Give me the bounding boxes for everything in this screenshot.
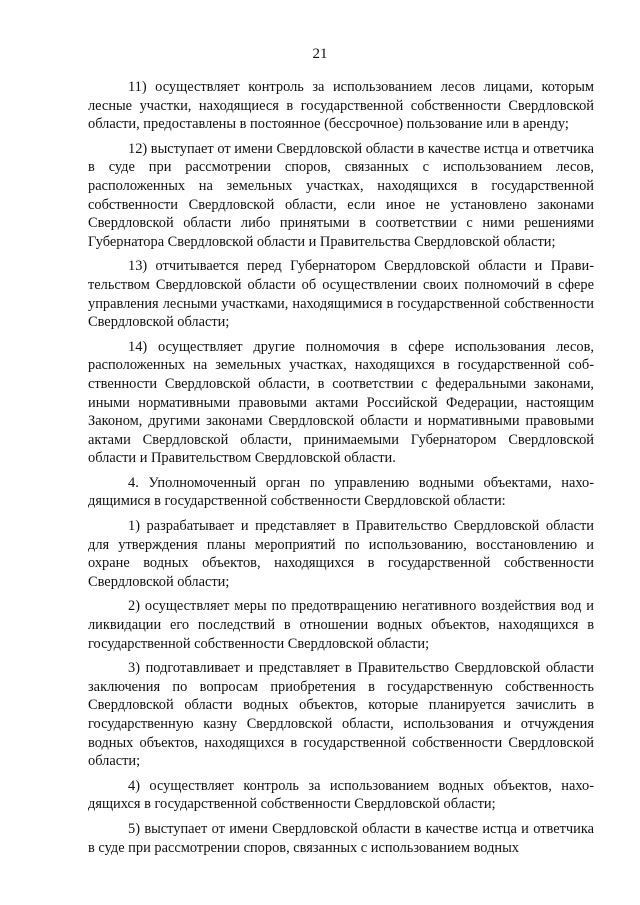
paragraph-item-11: 11) осуществляет контроль за использованием лесов лицами, которым лесные участки, находящиеся в государственной собственности Свердловской области, предоставлены в постоянное (бессрочное) пользование или в аренду; [88,79,594,133]
paragraph-item-12: 12) выступает от имени Свердловской области в качестве истца и ответчика в суде при рассмотрении споров, связанных с использованием лесов, расположенных на земельных участках, находящихся в государственной собственности Свердловской области, если иное не установлено законами Свердловской области либо принятыми в соответствии с ними решениями Губернатора Свердловской области и Правительства Свердловской области; [88,140,594,250]
paragraph-item-13: 13) отчитывается перед Губернатором Свердловской области и Правительством Свердловской области об осуществлении своих полномочий в сфере управления лесными участками, находящимися в государственной собственности Свердловской области; [88,258,594,331]
paragraph-item-14: 14) осуществляет другие полномочия в сфере использования лесов, расположенных на земельных участках, находящихся в государственной собственности Свердловской области, в соответствии с федеральными законами, иными нормативными правовыми актами Российской Федерации, настоящим Законом, другими законами Свердловской области и нормативными правовыми актами Свердловской области, принимаемыми Губернатором Свердловской области и Правительством Свердловской области. [88,338,594,467]
paragraph-item-2: 2) осуществляет меры по предотвращению негативного воздействия вод и ликвидации его последствий в отношении водных объектов, находящихся в государственной собственности Свердловской области; [88,598,594,652]
paragraph-item-5: 5) выступает от имени Свердловской области в качестве истца и ответчика в суде при рассмотрении споров, связанных с использованием водных [88,820,594,856]
paragraph-item-3: 3) подготавливает и представляет в Правительство Свердловской области заключения по вопросам приобретения в государственную собственность Свердловской области водных объектов, которые планируется зачислить в государственную казну Свердловской области, использования и отчуждения водных объектов, находящихся в государственной собственности Свердловской области; [88,660,594,770]
page-number: 21 [312,46,328,62]
document-body [88,78,594,863]
paragraph-item-4: 4) осуществляет контроль за использованием водных объектов, находящихся в государственной собственности Свердловской области; [88,777,594,813]
paragraph-item-1: 1) разрабатывает и представляет в Правительство Свердловской области для утверждения планы мероприятий по использованию, восстановлению и охране водных объектов, находящихся в государственной собственности Свердловской области; [88,518,594,590]
section-4-heading: 4. Уполномоченный орган по управлению водными объектами, находящимися в государственной собственности Свердловской области: [88,474,594,510]
